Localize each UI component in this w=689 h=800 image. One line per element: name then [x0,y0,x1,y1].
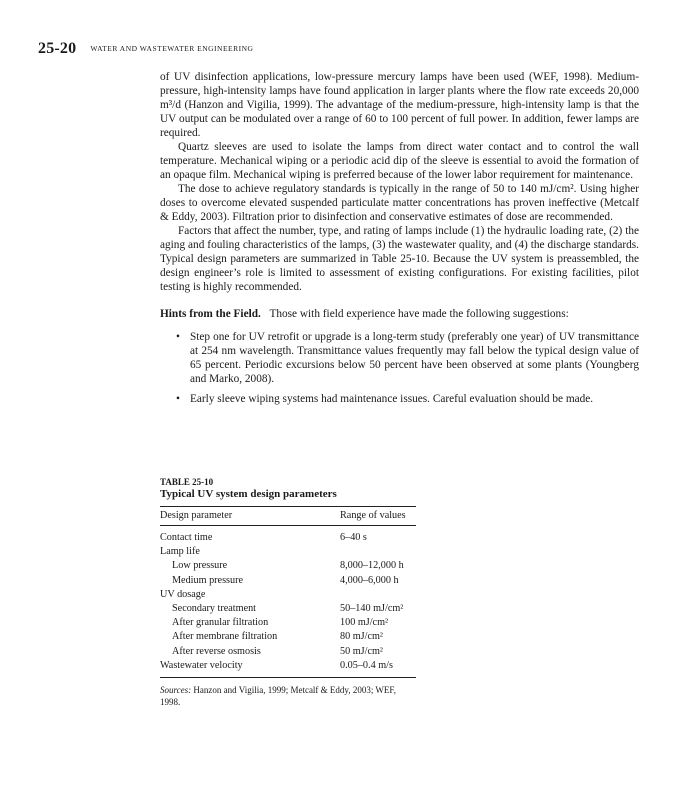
bullet-glyph: • [176,331,180,343]
parameters-table [160,506,416,678]
table-cell-parameter: UV dosage [160,588,206,600]
table-row [160,588,416,602]
list-item-text: Early sleeve wiping systems had maintenance issues. Careful evaluation should be made. [190,393,594,405]
table-sources [160,684,416,708]
table-row [160,645,416,659]
table-cell-value: 8,000–12,000 h [340,560,404,572]
table-cell-value: 6–40 s [340,532,367,543]
table-cell-parameter: Low pressure [172,560,228,572]
hints-paragraph [160,307,639,321]
table-caption: Typical UV system design parameters [160,488,337,500]
paragraph-3: The dose to achieve regulatory standards is typically in the range of 50 to 140 mJ/cm². Using higher doses to overcome elevated suspended particulate matter concentrations has proven ineffective (Metcalf & Eddy, 2003). Filtration prior to disinfection and conservative estimates of dose are recommended. [160,183,639,223]
sources-text: Hanzon and Vigilia, 1999; Metcalf & Eddy, 2003; WEF, 1998. [160,685,396,708]
table-cell-value: 50 mJ/cm² [340,645,383,657]
hints-heading: Hints from the Field. [160,308,261,320]
table-cell-value: 100 mJ/cm² [340,617,389,629]
bullet-glyph: • [176,393,180,405]
page-number: 25-20 [38,40,77,57]
table-row [160,526,416,546]
list-item [176,330,639,386]
table-row [160,559,416,573]
table-row [160,602,416,616]
table-25-10 [160,477,416,708]
table-cell-value: 80 mJ/cm² [340,631,383,643]
hints-intro: Those with field experience have made the following suggestions: [269,308,569,320]
table-cell-parameter: After membrane filtration [172,631,278,643]
body-text [160,70,639,412]
table-cell-parameter: After granular filtration [172,617,269,629]
paragraph-4: Factors that affect the number, type, and rating of lamps include (1) the hydraulic loading rate, (2) the aging and fouling characteristics of the lamps, (3) the wastewater quality, and (4) the discharge standards. Typical design parameters are summarized in Table 25-10. Because the UV system is preassembled, the design engineer’s role is limited to assessment of existing configurations. For existing facilities, pilot testing is highly recommended. [160,225,639,293]
hints-list [160,330,639,406]
table-cell-parameter: Contact time [160,532,213,543]
table-cell-value: 4,000–6,000 h [340,574,399,586]
table-cell-value [340,545,416,559]
column-header-parameter: Design parameter [160,510,233,521]
table-row [160,616,416,630]
table-cell-parameter: Medium pressure [172,574,244,586]
running-head [38,40,253,58]
list-item [176,392,639,406]
table-cell-parameter: Lamp life [160,546,200,558]
table-label: TABLE 25-10 [160,477,214,487]
table-cell-parameter: Wastewater velocity [160,659,243,671]
table-cell-value: 50–140 mJ/cm² [340,603,404,615]
table-row [160,659,416,678]
table-row [160,574,416,588]
sources-label: Sources: [160,685,192,696]
table-row [160,545,416,559]
table-cell-parameter: Secondary treatment [172,603,257,615]
table-cell-value [340,588,416,602]
paragraph-1: of UV disinfection applications, low-pressure mercury lamps have been used (WEF, 1998). Medium-pressure, high-intensity lamps have found application in larger plants where the flow rate exceeds 20,000 m³/d (Hanzon and Vigilia, 1999). The advantage of the medium-pressure, high-intensity lamp is that the UV output can be modulated over a range of 60 to 100 percent of full power. In addition, fewer lamps are required. [160,71,639,139]
table-row [160,630,416,644]
running-title: WATER AND WASTEWATER ENGINEERING [90,44,254,53]
paragraph-2: Quartz sleeves are used to isolate the lamps from direct water contact and to control the wall temperature. Mechanical wiping or a periodic acid dip of the sleeve is essential to avoid the formation of an opaque film. Mechanical wiping is preferred because of the lower labor requirement for maintenance. [160,141,639,181]
list-item-text: Step one for UV retrofit or upgrade is a long-term study (preferably one year) of UV transmittance at 254 nm wavelength. Transmittance values frequently may fall below the typical design value of 65 percent. Periodic excursions below 50 percent have been observed at some plants (Youngberg and Marko, 2008). [190,331,639,385]
column-header-range: Range of values [340,510,406,521]
table-cell-parameter: After reverse osmosis [172,645,261,657]
table-header-row [160,507,416,526]
table-cell-value: 0.05–0.4 m/s [340,659,393,671]
